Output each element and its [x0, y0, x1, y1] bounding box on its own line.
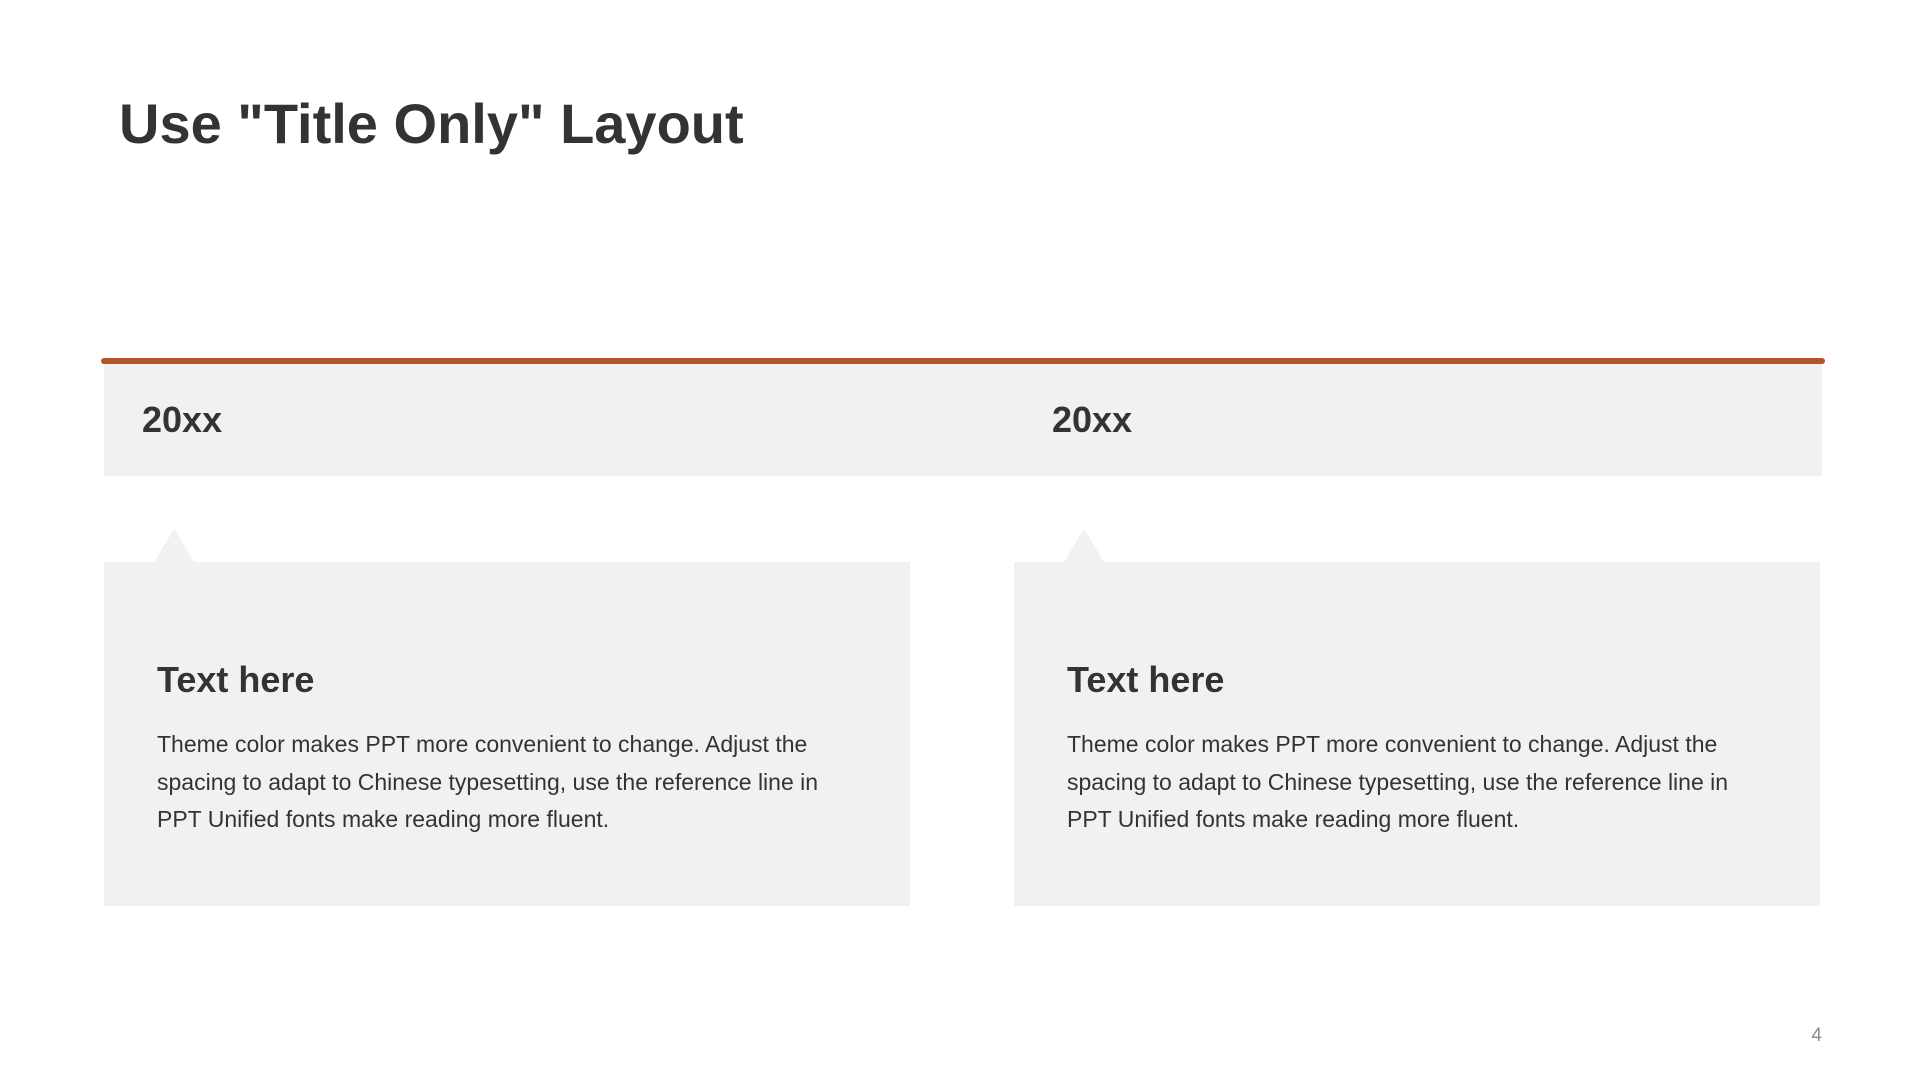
- slide-title: Use "Title Only" Layout: [119, 92, 744, 155]
- page-number: 4: [1811, 1025, 1822, 1046]
- card-pointer-1: [154, 529, 194, 562]
- card-body-2: Theme color makes PPT more convenient to change. Adjust the spacing to adapt to Chinese typesetting, use the reference line in PPT Unified fonts make reading more fluent.: [1067, 731, 1729, 832]
- year-label-1: 20xx: [142, 399, 223, 440]
- card-pointer-2: [1064, 529, 1104, 562]
- year-band: [104, 364, 1822, 476]
- card-heading-2: Text here: [1067, 659, 1225, 700]
- card-body-1: Theme color makes PPT more convenient to change. Adjust the spacing to adapt to Chinese typesetting, use the reference line in PPT Unified fonts make reading more fluent.: [157, 731, 819, 832]
- text-card-1: [104, 562, 910, 906]
- text-card-2: [1014, 562, 1820, 906]
- year-label-2: 20xx: [1052, 399, 1133, 440]
- card-heading-1: Text here: [157, 659, 315, 700]
